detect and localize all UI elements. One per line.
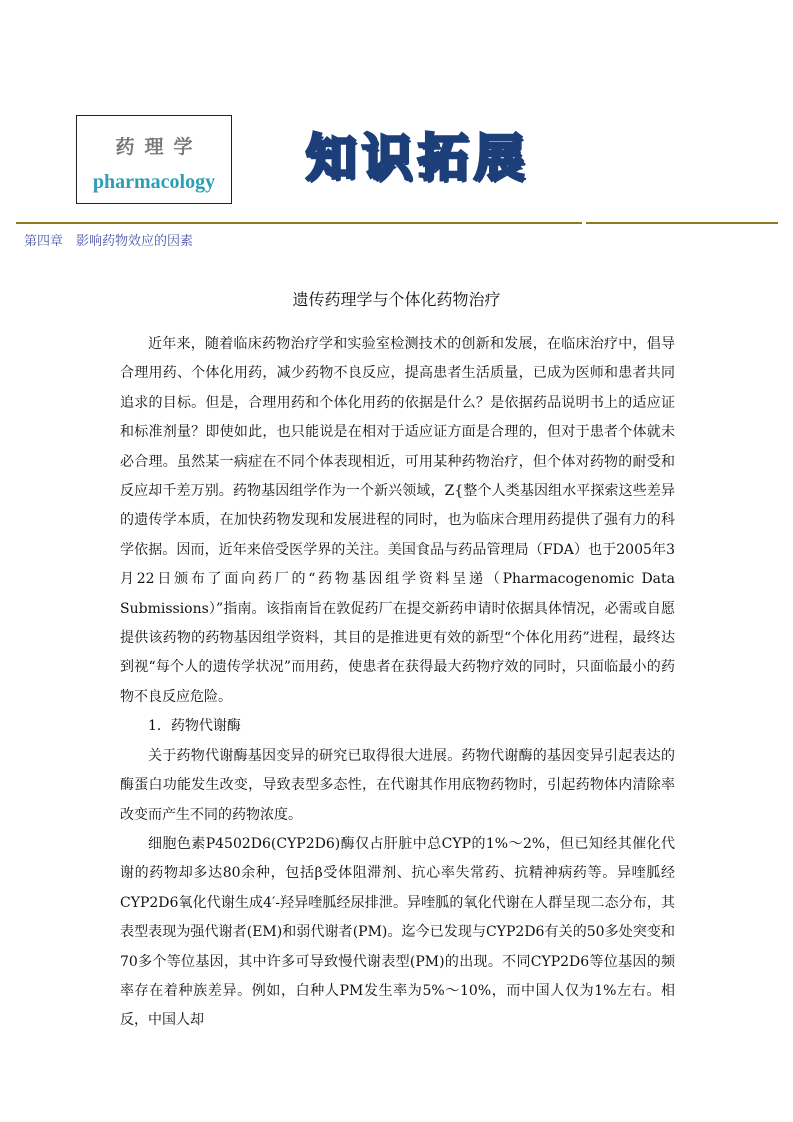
logo-chinese-text: 药理学 bbox=[115, 136, 203, 158]
logo-box bbox=[76, 115, 232, 204]
header-divider-left bbox=[16, 222, 582, 224]
article-body bbox=[120, 330, 675, 1036]
chapter-heading: 第四章 影响药物效应的因素 bbox=[24, 234, 194, 249]
enzyme-variation-paragraph: 关于药物代谢酶基因变异的研究已取得很大进展。药物代谢酶的基因变异引起表达的酶蛋白功能发生改变，导致表型多态性，在代谢其作用底物药物时，引起药物体内清除率改变而产生不同的药物浓度。 bbox=[120, 747, 675, 823]
cyp2d6-paragraph: 细胞色素P4502D6(CYP2D6)酶仅占肝脏中总CYP的1%～2%，但已知经其催化代谢的药物却多达80余种，包括β受体阻滞剂、抗心率失常药、抗精神病药等。异喹胍经CYP2D6氧化代谢生成4′-羟异喹胍经尿排泄。异喹胍的氧化代谢在人群呈现二态分布，其表型表现为强代谢者(EM)和弱代谢者(PM)。迄今已发现与CYP2D6有关的50多处突变和70多个等位基因，其中许多可导致慢代谢表型(PM)的出现。不同CYP2D6等位基因的频率存在着种族差异。例如，白种人PM发生率为5%～10%，而中国人仅为1%左右。相反，中国人却 bbox=[120, 835, 675, 1029]
section-heading-drug-metabolizing-enzymes: 1．药物代谢酶 bbox=[148, 718, 241, 735]
header-divider-right bbox=[586, 222, 778, 224]
article-title: 遗传药理学与个体化药物治疗 bbox=[292, 290, 501, 309]
intro-paragraph: 近年来，随着临床药物治疗学和实验室检测技术的创新和发展，在临床治疗中，倡导合理用药、个体化用药，减少药物不良反应，提高患者生活质量，已成为医师和患者共同追求的目标。但是，合理用药和个体化用药的依据是什么？是依据药品说明书上的适应证和标准剂量？即使如此，也只能说是在相对于适应证方面是合理的，但对于患者个体就未必合理。虽然某一病症在不同个体表现相近，可用某种药物治疗，但个体对药物的耐受和反应却千差万别。药物基因组学作为一个新兴领域，Z{整个人类基因组水平探索这些差异的遗传学本质，在加快药物发现和发展进程的同时，也为临床合理用药提供了强有力的科学依据。因而，近年来倍受医学界的关注。美国食品与药品管理局（FDA）也于2005年3月22日颁布了面向药厂的“药物基因组学资料呈递（Pharmacogenomic Data Submissions）”指南。该指南旨在敦促药厂在提交新药申请时依据具体情况，必需或自愿提供该药物的药物基因组学资料，其目的是推进更有效的新型“个体化用药”进程，最终达到视“每个人的遗传学状况”而用药，使患者在获得最大药物疗效的同时，只面临最小的药物不良反应危险。 bbox=[120, 336, 675, 705]
knowledge-expansion-banner: 知识拓展 bbox=[306, 129, 530, 187]
logo-english-text: pharmacology bbox=[92, 171, 216, 193]
